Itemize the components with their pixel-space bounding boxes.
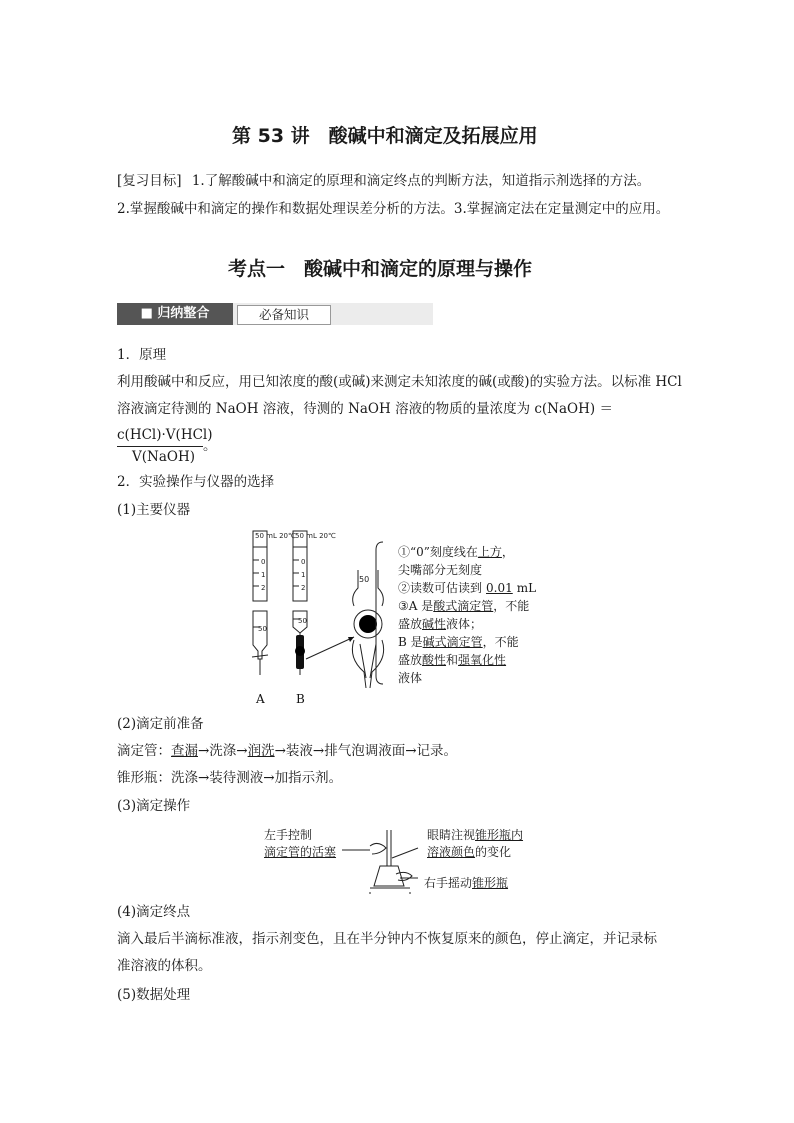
- note-acidic: 酸性: [422, 653, 447, 667]
- section-title: 考点一 酸碱中和滴定的原理与操作: [228, 258, 533, 280]
- titration-heading: (3)滴定操作: [117, 798, 191, 814]
- endpoint-line2: 准溶液的体积。: [117, 958, 212, 974]
- endpoint-line1: 滴入最后半滴标准液，指示剂变色，且在半分钟内不恢复原来的颜色，停止滴定，并记录标: [117, 931, 657, 947]
- burette-b-tick-0: 0: [301, 558, 306, 566]
- instruments-heading: (1)主要仪器: [117, 502, 191, 518]
- notes-line2: 尖嘴部分无刻度: [398, 563, 483, 577]
- notes-line1: ①“0”刻度线在上方，: [398, 545, 514, 559]
- burette-a-label: A: [256, 692, 265, 706]
- burette-b-scale-label: 50 mL 20℃: [295, 532, 336, 540]
- burette-a-tick-0: 0: [261, 558, 266, 566]
- zoom-tick-50: 50: [359, 575, 370, 584]
- note-acid-burette: 酸式滴定管: [433, 599, 494, 613]
- burette-b-label: B: [296, 692, 305, 706]
- section-banner: [117, 303, 431, 325]
- notes-line6: B 是碱式滴定管，不能: [398, 635, 519, 649]
- op-right-line1: 眼睛注视锥形瓶内: [427, 828, 524, 842]
- op-left-line1: 左手控制: [264, 828, 313, 842]
- data-processing-heading: (5)数据处理: [117, 987, 191, 1003]
- note-alkaline: 碱性: [422, 617, 447, 631]
- note-base-burette: 碱式滴定管: [422, 635, 483, 649]
- banner-knowledge: 必备知识: [237, 305, 331, 325]
- endpoint-heading: (4)滴定终点: [117, 904, 191, 920]
- principle-line2: 溶液滴定待测的 NaOH 溶液，待测的 NaOH 溶液的物质的量浓度为 c(NaOH) ＝: [117, 401, 613, 417]
- titration-sketch: [340, 826, 430, 896]
- review-goal-1: 1.了解酸碱中和滴定的原理和滴定终点的判断方法，知道指示剂选择的方法。: [191, 173, 651, 189]
- notes-line4: ③A 是酸式滴定管，不能: [398, 599, 530, 613]
- formula-denominator: V(NaOH): [132, 449, 195, 465]
- notes-line5: 盛放碱性液体；: [398, 617, 483, 631]
- review-goals-line2: 2.掌握酸碱中和滴定的操作和数据处理误差分析的方法。3.掌握滴定法在定量测定中的应用。: [117, 201, 670, 217]
- note-precision: 0.01: [486, 581, 513, 595]
- prep-leak-check: 查漏: [171, 743, 198, 759]
- burette-b-tick-50: 50: [298, 617, 307, 625]
- burette-b-tick-1: 1: [301, 571, 306, 579]
- prep-flask: 锥形瓶：洗涤→装待测液→加指示剂。: [117, 770, 343, 786]
- formula-numerator: c(HCl)·V(HCl): [117, 427, 213, 443]
- page-title: 第 53 讲 酸碱中和滴定及拓展应用: [232, 125, 538, 147]
- prep-rinse: 润洗: [247, 743, 275, 759]
- burette-b-tick-2: 2: [301, 584, 306, 592]
- notes-bracket: [374, 540, 384, 686]
- notes-line7: 盛放酸性和强氧化性: [398, 653, 507, 667]
- notes-line8: 液体: [398, 671, 423, 685]
- fraction-bar: [117, 446, 203, 447]
- operation-heading: 2．实验操作与仪器的选择: [117, 474, 275, 490]
- banner-summary: ■ 归纳整合: [117, 303, 233, 325]
- principle-heading: 1．原理: [117, 347, 167, 363]
- op-left-line2: 滴定管的活塞: [264, 845, 337, 859]
- prep-burette: 滴定管：查漏→洗涤→润洗→装液→排气泡调液面→记录。: [117, 743, 458, 759]
- burette-a-tick-2: 2: [261, 584, 266, 592]
- review-tag: [复习目标]: [117, 173, 182, 189]
- prep-heading: (2)滴定前准备: [117, 716, 204, 732]
- burette-a-tick-1: 1: [261, 571, 266, 579]
- burette-a-scale-label: 50 mL 20℃: [255, 532, 296, 540]
- op-right-line3: 右手摇动锥形瓶: [424, 876, 509, 890]
- note-upper: 上方: [477, 545, 502, 559]
- notes-line3: ②读数可估读到 0.01 mL: [398, 581, 537, 595]
- op-right-line2: 溶液颜色的变化: [427, 845, 512, 859]
- principle-line1: 利用酸碱中和反应，用已知浓度的酸(或碱)来测定未知浓度的碱(或酸)的实验方法。以标准 HCl: [117, 374, 682, 390]
- burette-a-tick-50: 50: [258, 625, 267, 633]
- review-goals-line1: [117, 172, 650, 191]
- note-oxidizing: 强氧化性: [458, 653, 507, 667]
- formula-period: 。: [203, 438, 217, 454]
